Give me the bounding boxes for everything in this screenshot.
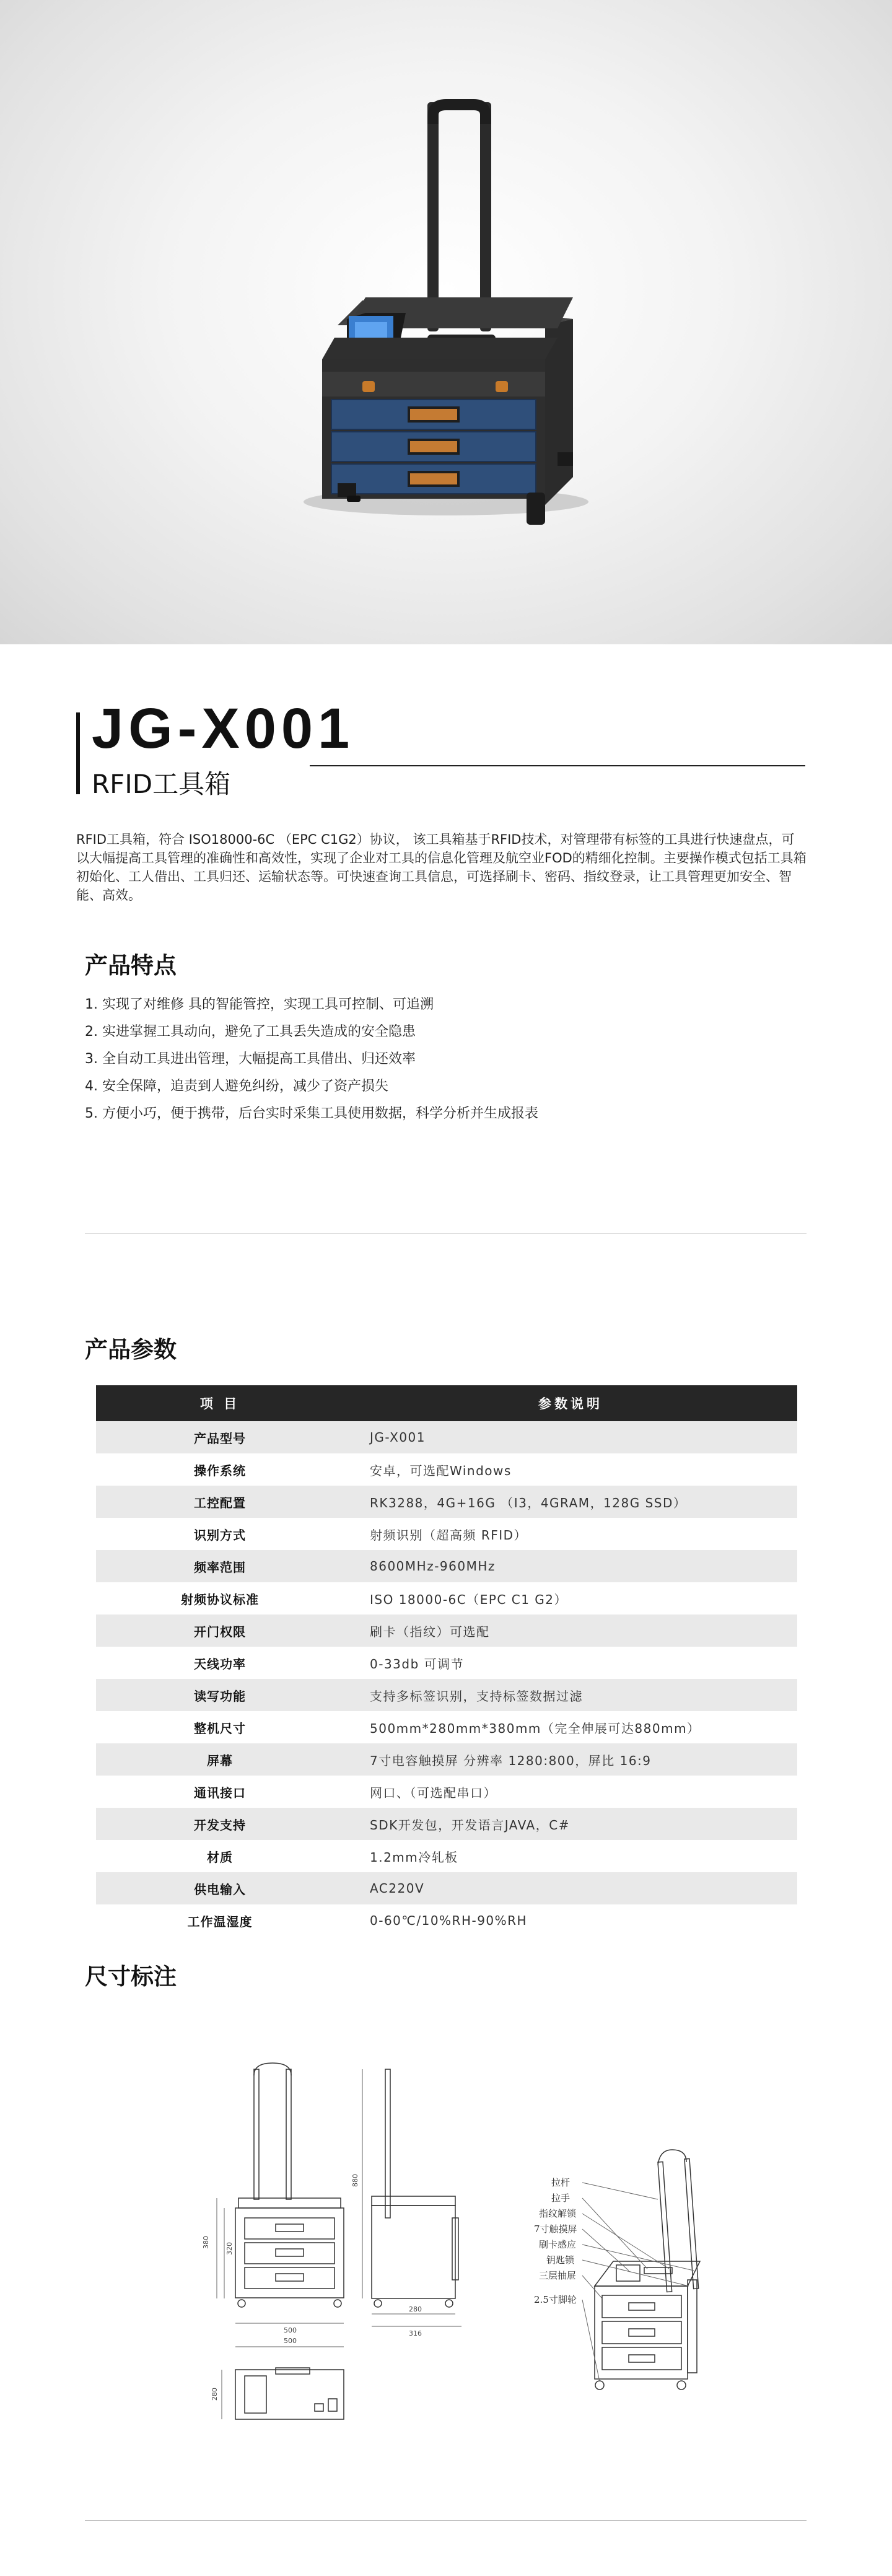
spec-header-row xyxy=(96,1385,797,1421)
spec-row xyxy=(96,1840,797,1872)
top-width: 500 xyxy=(284,2337,297,2345)
spec-key: 屏幕 xyxy=(96,1743,344,1776)
spec-value: 8600MHz-960MHz xyxy=(344,1550,797,1582)
spec-key: 供电输入 xyxy=(96,1872,344,1904)
side-depth-total: 316 xyxy=(409,2329,422,2337)
spec-row xyxy=(96,1582,797,1614)
spec-key: 产品型号 xyxy=(96,1421,344,1453)
spec-key: 操作系统 xyxy=(96,1453,344,1486)
top-depth: 280 xyxy=(211,2388,219,2401)
spec-value: 7寸电容触摸屏 分辨率 1280:800，屏比 16:9 xyxy=(344,1743,797,1776)
spec-row xyxy=(96,1518,797,1550)
spec-row xyxy=(96,1486,797,1518)
spec-value: 网口、（可选配串口） xyxy=(344,1776,797,1808)
spec-row xyxy=(96,1453,797,1486)
title-accent-bar xyxy=(76,712,80,794)
spec-row xyxy=(96,1743,797,1776)
specs-heading: 产品参数 xyxy=(85,1336,177,1363)
callout-label: 刷卡感应 xyxy=(539,2239,577,2250)
spec-key: 通讯接口 xyxy=(96,1776,344,1808)
spec-row xyxy=(96,1776,797,1808)
spec-row xyxy=(96,1904,797,1937)
spec-value: 1.2mm冷轧板 xyxy=(344,1840,797,1872)
front-width: 500 xyxy=(284,2326,297,2334)
callout-label: 拉手 xyxy=(551,2193,571,2204)
title-rule xyxy=(310,765,805,766)
spec-key: 工作温湿度 xyxy=(96,1904,344,1937)
spec-key: 频率范围 xyxy=(96,1550,344,1582)
spec-value: 0-60℃/10%RH-90%RH xyxy=(344,1904,797,1937)
feature-item: 2. 实进掌握工具动向，避免了工具丢失造成的安全隐患 xyxy=(85,1024,416,1040)
feature-item: 1. 实现了对维修 具的智能管控，实现工具可控制、可追溯 xyxy=(85,997,434,1012)
spec-value: RK3288，4G+16G （I3，4GRAM，128G SSD） xyxy=(344,1486,797,1518)
spec-row xyxy=(96,1647,797,1679)
line-drawing-front xyxy=(217,2063,344,2323)
dimensions-heading: 尺寸标注 xyxy=(85,1963,177,1990)
spec-value: 0-33db 可调节 xyxy=(344,1647,797,1679)
spec-value: SDK开发包，开发语言JAVA，C# xyxy=(344,1808,797,1840)
spec-key: 开发支持 xyxy=(96,1808,344,1840)
callout-label: 7寸触摸屏 xyxy=(534,2223,577,2235)
spec-value: 射频识别（超高频 RFID） xyxy=(344,1518,797,1550)
spec-row xyxy=(96,1808,797,1840)
spec-key: 天线功率 xyxy=(96,1647,344,1679)
spec-value: JG-X001 xyxy=(344,1421,797,1453)
front-height-inner: 320 xyxy=(225,2242,234,2255)
feature-item: 5. 方便小巧，便于携带，后台实时采集工具使用数据，科学分析并生成报表 xyxy=(85,1106,538,1121)
feature-item: 4. 安全保障，追责到人避免纠纷，减少了资产损失 xyxy=(85,1079,388,1094)
features-heading: 产品特点 xyxy=(85,952,177,979)
features-list xyxy=(85,991,797,1128)
side-depth: 280 xyxy=(409,2305,422,2313)
callout-label: 钥匙锁 xyxy=(546,2254,575,2266)
product-intro: RFID工具箱，符合 ISO18000-6C （EPC C1G2）协议， 该工具箱基于RFID技术，对管理带有标签的工具进行快速盘点，可以大幅提高工具管理的准确性和高效性，实现了企业对工具的信息化管理及航空业FOD的精细化控制。主要操作模式包括工具箱初始化、工人借出、工具归还、运输状态等。可快速查询工具信息，可选择刷卡、密码、指纹登录，让工具管理更加安全、智能、高效。 xyxy=(76,832,807,903)
side-height-extended: 880 xyxy=(351,2174,359,2187)
callout-label: 三层抽屉 xyxy=(539,2270,577,2281)
product-subtitle: RFID工具箱 xyxy=(92,769,231,799)
hero-product-photo xyxy=(0,0,892,644)
spec-col-item: 项 目 xyxy=(96,1385,344,1421)
spec-row xyxy=(96,1550,797,1582)
spec-key: 射频协议标准 xyxy=(96,1582,344,1614)
product-model-title: JG-X001 xyxy=(92,697,355,760)
line-drawing-side xyxy=(362,2069,461,2326)
spec-row xyxy=(96,1679,797,1711)
spec-col-desc: 参数说明 xyxy=(344,1385,797,1421)
spec-value: 刷卡（指纹）可选配 xyxy=(344,1614,797,1647)
spec-key: 开门权限 xyxy=(96,1614,344,1647)
dimension-drawing xyxy=(155,2051,750,2422)
callout-label: 拉杆 xyxy=(551,2177,571,2188)
spec-table xyxy=(96,1385,797,1937)
line-drawing-callout xyxy=(582,2150,700,2390)
spec-key: 工控配置 xyxy=(96,1486,344,1518)
spec-key: 材质 xyxy=(96,1840,344,1872)
callout-label: 指纹解锁 xyxy=(539,2208,577,2219)
spec-key: 读写功能 xyxy=(96,1679,344,1711)
spec-row xyxy=(96,1421,797,1453)
spec-key: 识别方式 xyxy=(96,1518,344,1550)
spec-row xyxy=(96,1614,797,1647)
line-drawing-top xyxy=(222,2347,344,2419)
feature-item: 3. 全自动工具进出管理，大幅提高工具借出、归还效率 xyxy=(85,1051,416,1067)
rfid-toolbox-product-photo xyxy=(0,0,892,644)
callout-label: 2.5寸脚轮 xyxy=(534,2294,577,2305)
front-height-outer: 380 xyxy=(202,2236,210,2249)
spec-value: 支持多标签识别，支持标签数据过滤 xyxy=(344,1679,797,1711)
spec-value: ISO 18000-6C（EPC C1 G2） xyxy=(344,1582,797,1614)
spec-row xyxy=(96,1711,797,1743)
spec-row xyxy=(96,1872,797,1904)
spec-value: AC220V xyxy=(344,1872,797,1904)
bottom-divider xyxy=(85,2520,807,2521)
spec-value: 500mm*280mm*380mm（完全伸展可达880mm） xyxy=(344,1711,797,1743)
spec-value: 安卓，可选配Windows xyxy=(344,1453,797,1486)
spec-key: 整机尺寸 xyxy=(96,1711,344,1743)
